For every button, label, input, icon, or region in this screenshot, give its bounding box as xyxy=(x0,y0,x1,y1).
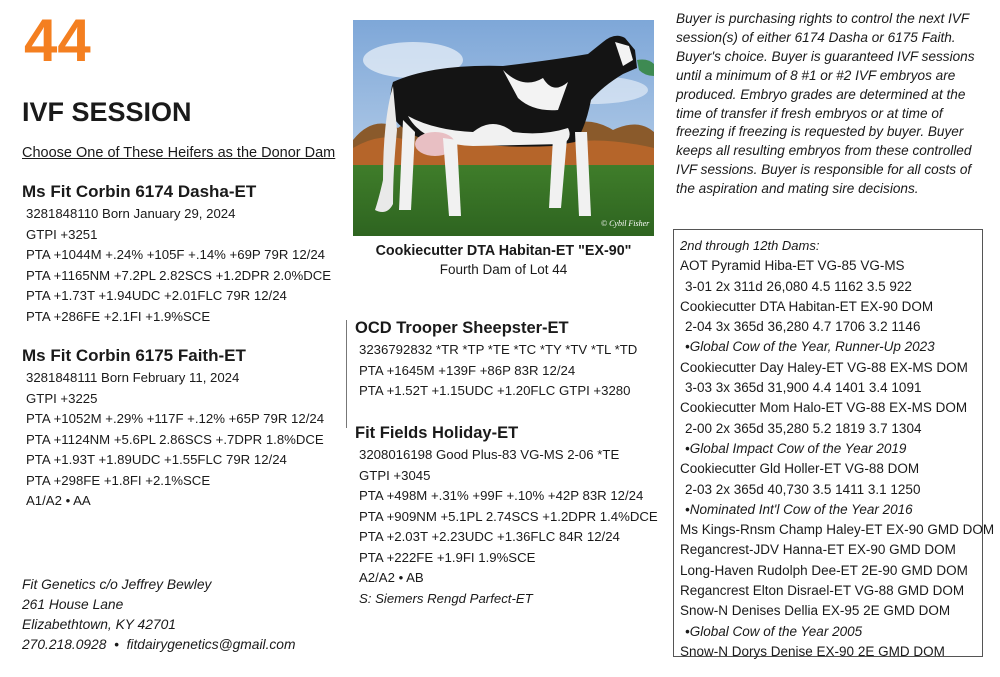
dam-award: •Global Cow of the Year, Runner-Up 2023 xyxy=(685,339,935,355)
dams-header: 2nd through 12th Dams: xyxy=(680,238,820,253)
cow-photo xyxy=(353,20,654,236)
contact-city: Elizabethtown, KY 42701 xyxy=(22,617,176,632)
heifer-dasha-block xyxy=(22,181,331,327)
column-divider xyxy=(346,320,347,428)
heifer-detail-line: PTA +1052M +.29% +117F +.12% +65P 79R 12/24 xyxy=(26,411,325,426)
sire-detail-line: PTA +2.03T +2.23UDC +1.36FLC 84R 12/24 xyxy=(359,529,620,544)
heifer-faith-block xyxy=(22,345,324,512)
sale-terms-paragraph: Buyer is purchasing rights to control the next IVF session(s) of either 6174 Dasha or 6175 Faith. Buyer's choice. Buyer is guaranteed IVF sessions until a minimum of 8 #1 or #2 IVF embryos are produced. Embryo grades are determined at the time of transfer if fresh embryos or at time of freezing if freezing is requested by buyer. Buyer keeps all resulting embryos from these controlled IVF sessions. Buyer is responsible for all costs of the aspiration and mating sire decisions. xyxy=(676,11,975,197)
heifer-detail-line: PTA +286FE +2.1FI +1.9%SCE xyxy=(26,308,211,324)
dam-classification: VG-88 EX-MS DOM xyxy=(842,400,968,416)
dam-line xyxy=(680,297,982,317)
photo-watermark: © Cybil Fisher xyxy=(601,219,650,228)
heifer-detail-line: A1/A2 • AA xyxy=(26,493,91,508)
dam-name: Regancrest Elton Disrael-ET xyxy=(680,583,851,599)
heifer-detail-line: PTA +1044M +.24% +105F +.14% +69P 79R 12/24 xyxy=(26,247,326,262)
dam-classification: EX-90 2E GMD DOM xyxy=(812,643,945,659)
contact-block xyxy=(22,575,295,655)
contact-company: Fit Genetics c/o Jeffrey Bewley xyxy=(22,577,212,592)
dam-record: 3-01 2x 311d 26,080 4.5 1162 3.5 922 xyxy=(685,278,912,294)
dam-line xyxy=(680,520,995,540)
dam-classification: VG-88 DOM xyxy=(841,461,920,477)
dam-classification: VG-88 GMD DOM xyxy=(850,583,965,599)
dam-classification: 2E-90 GMD DOM xyxy=(857,562,968,578)
dam-classification: VG-85 VG-MS xyxy=(813,258,905,274)
contact-email[interactable]: fitdairygenetics@gmail.com xyxy=(126,637,296,652)
heifer-detail-line: 3281848111 Born February 11, 2024 xyxy=(26,370,240,385)
dam-classification: EX-90 DOM xyxy=(856,298,934,314)
dam-record: 3-03 3x 365d 31,900 4.4 1401 3.4 1091 xyxy=(685,380,922,396)
dam-line xyxy=(680,459,982,479)
dam-line xyxy=(680,561,982,581)
contact-phone: 270.218.0928 xyxy=(22,637,107,652)
heifer-detail-line: PTA +1.73T +1.94UDC +2.01FLC 79R 12/24 xyxy=(26,288,287,303)
dam-name: AOT Pyramid Hiba-ET xyxy=(680,258,814,274)
dam-line xyxy=(680,601,982,621)
dam-line xyxy=(680,256,982,276)
heifer-detail-line: PTA +1.93T +1.89UDC +1.55FLC 79R 12/24 xyxy=(26,452,287,467)
dam-line xyxy=(680,581,982,601)
sire-of-sire-line: S: Siemers Rengd Parfect-ET xyxy=(359,590,533,606)
page-title: IVF SESSION xyxy=(22,97,192,127)
lot-number: 44 xyxy=(24,7,91,74)
sire-holiday-block xyxy=(355,423,658,609)
photo-caption-title: Cookiecutter DTA Habitan-ET "EX-90" xyxy=(375,243,632,259)
sire-name: OCD Trooper Sheepster-ET xyxy=(355,319,569,337)
dam-line xyxy=(680,358,982,378)
heifer-name: Ms Fit Corbin 6174 Dasha-ET xyxy=(22,182,257,201)
dam-award: •Nominated Int'l Cow of the Year 2016 xyxy=(685,501,913,517)
dam-name: Snow-N Denises Dellia xyxy=(680,603,819,619)
sire-detail-line: PTA +498M +.31% +99F +.10% +42P 83R 12/24 xyxy=(359,488,644,503)
dam-line xyxy=(680,642,982,662)
photo-caption-subtitle: Fourth Dam of Lot 44 xyxy=(439,262,568,277)
sire-detail-line: PTA +909NM +5.1PL 2.74SCS +1.2DPR 1.4%DCE xyxy=(359,508,658,524)
dam-name: Ms Kings-Rnsm Champ Haley-ET xyxy=(680,522,883,538)
sire-sheepster-block xyxy=(355,318,637,402)
dam-line xyxy=(680,540,982,560)
dam-name: Cookiecutter DTA Habitan-ET xyxy=(680,298,857,314)
sire-detail-line: 3236792832 *TR *TP *TE *TC *TY *TV *TL *TD xyxy=(359,342,638,357)
dam-name: Regancrest-JDV Hanna-ET xyxy=(680,542,845,558)
dam-record: 2-00 2x 365d 35,280 5.2 1819 3.7 1304 xyxy=(685,420,922,436)
dam-line xyxy=(680,398,982,418)
sire-detail-line: 3208016198 Good Plus-83 VG-MS 2-06 *TE xyxy=(359,447,620,462)
heifer-name: Ms Fit Corbin 6175 Faith-ET xyxy=(22,346,246,365)
dam-name: Long-Haven Rudolph Dee-ET xyxy=(680,562,858,578)
contact-street: 261 House Lane xyxy=(22,597,124,612)
sire-name: Fit Fields Holiday-ET xyxy=(355,424,519,442)
choose-donor-heading: Choose One of These Heifers as the Donor Dam xyxy=(22,145,336,161)
dam-name: Cookiecutter Day Haley-ET xyxy=(680,359,844,375)
dam-classification: EX-95 2E GMD DOM xyxy=(818,603,951,619)
heifer-detail-line: PTA +298FE +1.8FI +2.1%SCE xyxy=(26,472,211,488)
sire-detail-line: GTPI +3045 xyxy=(359,467,431,483)
heifer-detail-line: GTPI +3225 xyxy=(26,390,98,406)
dam-name: Snow-N Dorys Denise xyxy=(680,643,813,659)
heifer-detail-line: 3281848110 Born January 29, 2024 xyxy=(26,206,236,221)
heifer-detail-line: GTPI +3251 xyxy=(26,226,98,242)
sire-detail-line: PTA +1645M +139F +86P 83R 12/24 xyxy=(359,362,576,378)
sire-detail-line: PTA +222FE +1.9FI 1.9%SCE xyxy=(359,549,536,565)
dam-award: •Global Impact Cow of the Year 2019 xyxy=(685,440,907,456)
dam-name: Cookiecutter Gld Holler-ET xyxy=(680,461,842,477)
heifer-detail-line: PTA +1165NM +7.2PL 2.82SCS +1.2DPR 2.0%DCE xyxy=(26,267,332,283)
heifer-detail-line: PTA +1124NM +5.6PL 2.86SCS +.7DPR 1.8%DCE xyxy=(26,431,324,447)
dam-record: 2-03 2x 365d 40,730 3.5 1411 3.1 1250 xyxy=(685,481,921,497)
dam-classification: VG-88 EX-MS DOM xyxy=(843,359,968,375)
contact-separator: • xyxy=(106,637,127,652)
dam-award: •Global Cow of the Year 2005 xyxy=(685,623,863,639)
sire-detail-line: A2/A2 • AB xyxy=(359,570,424,585)
dam-classification: EX-90 GMD DOM xyxy=(844,542,956,558)
dam-record: 2-04 3x 365d 36,280 4.7 1706 3.2 1146 xyxy=(685,319,921,335)
dams-pedigree-box xyxy=(673,229,995,659)
dam-classification: EX-90 GMD DOM xyxy=(882,522,995,538)
dam-name: Cookiecutter Mom Halo-ET xyxy=(680,400,843,416)
sire-detail-line: PTA +1.52T +1.15UDC +1.20FLC GTPI +3280 xyxy=(359,383,631,398)
